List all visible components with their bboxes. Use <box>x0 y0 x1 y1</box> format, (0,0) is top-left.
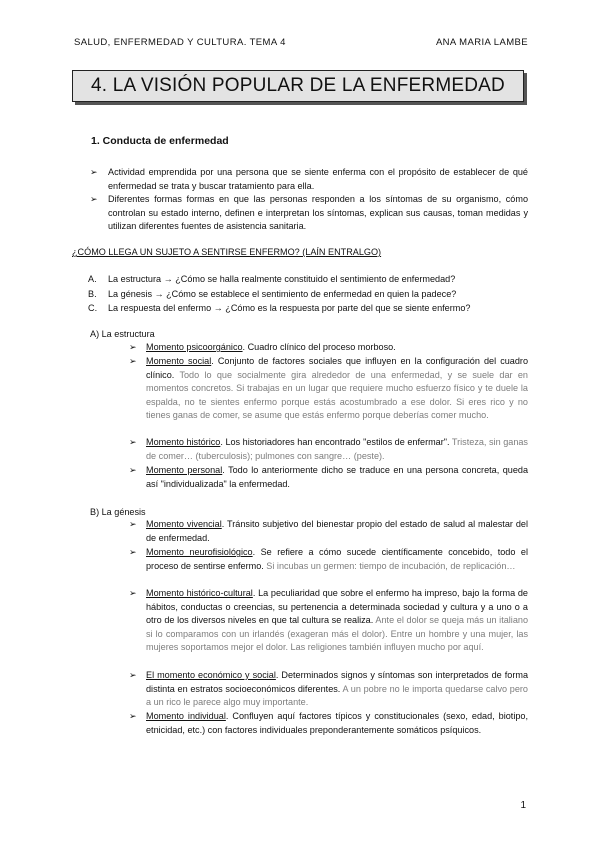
section-heading: 1. Conducta de enfermedad <box>91 135 229 147</box>
arrow-icon: ➢ <box>129 519 137 529</box>
moment-text: . La peculiaridad que sobre el enfermo ha impreso, bajo la forma de hábitos, conductas o creencias, su pertenencia a determinada sociedad y cultura y a uno o a otro de los diversos niveles en que tal cultura se realiza. <box>146 588 528 626</box>
moment-term: Momento neurofisiológico <box>146 547 253 557</box>
moment-term: El momento económico y social <box>146 670 276 680</box>
moment-item <box>146 518 528 545</box>
moment-term: Momento psicoorgánico <box>146 342 243 352</box>
page-number: 1 <box>520 800 526 811</box>
bullet-text: Diferentes formas formas en que las personas responden a los síntomas de su organismo, cómo controlan su estado interno, definen e interpretan los síntomas, explican sus causas, toman medidas y utilizan diferentes fuentes de asistencia sanitaria. <box>108 194 528 232</box>
arrow-icon: ➢ <box>129 437 137 447</box>
moment-item <box>146 546 528 573</box>
arrow-icon: ➢ <box>129 588 137 598</box>
moment-item <box>146 341 528 355</box>
arrow-icon: ➢ <box>129 342 137 352</box>
arrow-icon: ➢ <box>129 547 137 557</box>
moment-term: Momento social <box>146 356 212 366</box>
moment-item <box>146 355 528 423</box>
question-heading: ¿CÓMO LLEGA UN SUJETO A SENTIRSE ENFERMO? (LAÍN ENTRALGO) <box>72 247 382 257</box>
moment-note: A un pobre no le importa quedarse calvo pero a un rico le parece algo muy importante. <box>146 683 528 708</box>
list-item: La estructura → ¿Cómo se halla realmente constituido el sentimiento de enfermedad? <box>108 274 456 284</box>
list-letter: C. <box>88 303 98 313</box>
moment-item <box>146 710 528 737</box>
title-box <box>72 70 524 102</box>
moment-note: Todo lo que socialmente gira alrededor de una enfermedad, y se suele dar en momentos concretos. Si trabajas en un lugar que requiere mucho esfuerzo físico y te duele la espalda, no te sientes enfermo porque estás acostumbrado a ese dolor. Si eres rico y no tienes ganas de comer, se asume que estás enfermo porque deberías comer mucho. <box>146 369 528 421</box>
list-item: La respuesta del enfermo → ¿Cómo es la respuesta por parte del que se siente enfermo? <box>108 303 471 313</box>
moment-item <box>146 464 528 491</box>
moment-text: . Determinados signos y síntomas son interpretados de forma distinta en estratos socioeconómicos diferentes. <box>146 670 528 694</box>
arrow-icon: ➢ <box>129 465 137 475</box>
moment-text: . Conjunto de factores sociales que influyen en la configuración del cuadro clínico. <box>146 356 528 380</box>
moment-term: Momento histórico-cultural <box>146 588 253 598</box>
list-item: La génesis → ¿Cómo se establece el sentimiento de enfermedad en quien la padece? <box>108 289 457 299</box>
moment-note: Tristeza, sin ganas de comer… (tuberculosis); pulmones con sangre… (peste). <box>146 437 528 461</box>
moment-item <box>146 669 528 710</box>
moment-term: Momento personal <box>146 465 223 475</box>
moment-term: Momento histórico <box>146 437 221 447</box>
bullet-arrow-icon: ➢ <box>90 167 98 177</box>
moment-note: Si incubas un germen: tiempo de incubación, de replicación… <box>263 560 516 571</box>
subsection-heading: B) La génesis <box>90 507 146 517</box>
moment-text: . Los historiadores han encontrado "estilos de enfermar". <box>220 437 450 447</box>
bullet-arrow-icon: ➢ <box>90 194 98 204</box>
arrow-icon: ➢ <box>129 356 137 366</box>
moment-text: . Cuadro clínico del proceso morboso. <box>242 342 396 352</box>
arrow-icon: ➢ <box>129 670 137 680</box>
list-letter: A. <box>88 274 97 284</box>
page-title: 4. LA VISIÓN POPULAR DE LA ENFERMEDAD <box>91 75 505 96</box>
bullet-text: Actividad emprendida por una persona que se siente enferma con el propósito de establecer de qué enfermedad se trata y buscar tratamiento para ella. <box>108 167 528 191</box>
running-header-right: ANA MARIA LAMBE <box>435 37 528 48</box>
moment-text: . Tránsito subjetivo del bienestar propio del estado de salud al malestar del de enfermedad. <box>146 519 528 543</box>
moment-note: Ante el dolor se queja más un italiano si lo comparamos con un irlandés (exageran más el dolor). Entre un hombre y una mujer, las mujeres soportamos mejor el dolor. Las religiones también influyen mucho por aquí. <box>146 615 528 653</box>
moment-item <box>146 587 528 655</box>
moment-term: Momento individual <box>146 711 226 721</box>
arrow-icon: ➢ <box>129 711 137 721</box>
moment-term: Momento vivencial <box>146 519 222 529</box>
list-letter: B. <box>88 289 97 299</box>
moment-item <box>146 436 528 463</box>
moment-text: . Confluyen aquí factores típicos y constitucionales (sexo, edad, biotipo, etnicidad, etc.) con factores individuales preponderantemente somáticos psíquicos. <box>146 711 528 735</box>
subsection-heading: A) La estructura <box>90 329 155 339</box>
moment-text: . Todo lo anteriormente dicho se traduce en una persona concreta, queda así "individualizada" la enfermedad. <box>146 465 528 489</box>
moment-text: . Se refiere a cómo sucede científicamente concebido, todo el proceso de sentirse enfermo. <box>146 547 528 571</box>
running-header-left: SALUD, ENFERMEDAD Y CULTURA. TEMA 4 <box>74 37 286 48</box>
